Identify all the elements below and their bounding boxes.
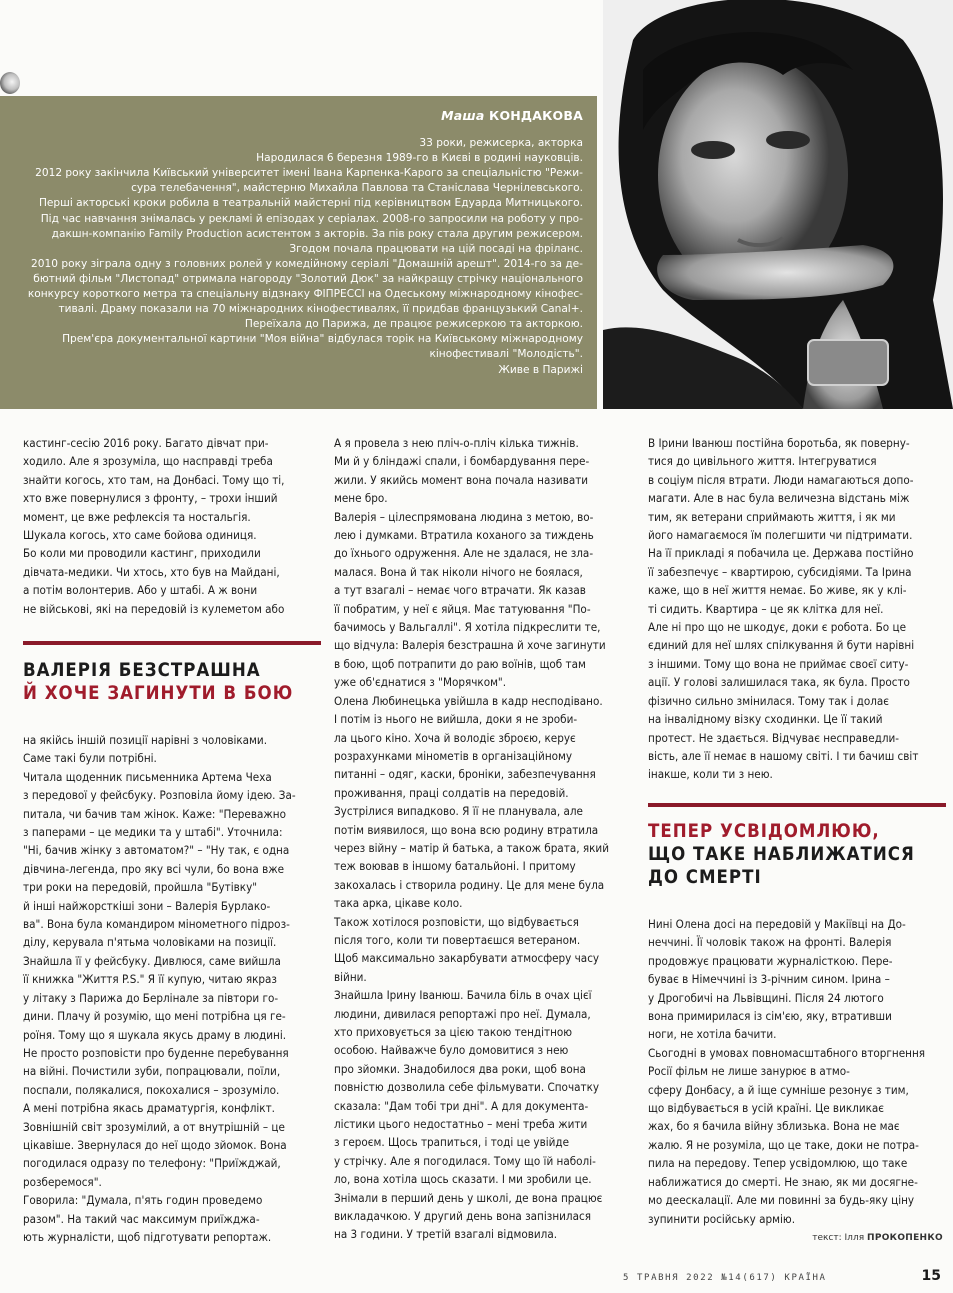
bio-line: тивалі. Драму показали на 70 міжнародних кінофестивалях, її придбав французький Canal+. [58, 303, 583, 316]
text-line: роїня. Тому що я шукала якусь драму в людині. [23, 1027, 287, 1042]
text-line: його намагаємося їм полегшити чи підтримати. [648, 528, 913, 543]
column-3-top [648, 434, 948, 784]
text-line: сферу Донбасу, а й іще сумніше резонує з тим, [648, 1082, 909, 1097]
heading-line-1: ТЕПЕР УСВІДОМЛЮЮ, [648, 821, 880, 842]
bio-line: конкурсу короткого метра та спеціальну відзнаку ФІПРЕССІ на Одеському міжнародному кінофес- [27, 288, 583, 301]
section-heading-2 [648, 803, 946, 889]
binder-hole [0, 72, 20, 94]
text-line: жалю. Я не розуміла, що це таке, доки не потра- [648, 1137, 919, 1152]
text-line: Шукала когось, хто саме бойова одиниця. [23, 528, 257, 543]
text-line: Читала щоденник письменника Артема Чеха [23, 769, 272, 784]
text-line: неччині. Її чоловік також на фронті. Валерія [648, 935, 892, 950]
text-line: Не просто розповісти про буденне перебування [23, 1045, 289, 1060]
bio-line: Прем'єра документальної картини "Моя війна" відбулася торік на Київському міжнародному [62, 333, 583, 346]
text-line: поспали, полякалися, покохалися – зрозуміло. [23, 1082, 280, 1097]
text-line: її книжка "Життя P.S." Я її купую, читаю якраз [23, 972, 277, 987]
text-line: сказала: "Дам тобі три дні". А для документа- [334, 1098, 589, 1113]
text-line: Але ні про що не шкодує, доки є робота. Бо це [648, 620, 907, 635]
text-line: Зустрілися випадково. Я її не планувала, але [334, 804, 583, 819]
text-line: буває в Німеччині із 3-річним сином. Ірина – [648, 972, 890, 987]
page-number: 15 [921, 1268, 941, 1284]
text-line: магати. Але в нас була величезна відстань між [648, 491, 910, 506]
text-line: в соціум після втрати. Люди намагаються допо- [648, 472, 914, 487]
text-line: дівчата-медики. Чи хтось, хто був на Майдані, [23, 564, 280, 579]
text-line: Бо коли ми проводили кастинг, приходили [23, 546, 261, 561]
bio-line: 2012 року закінчила Київський університет імені Івана Карпенка-Карого за спеціальністю "Режи- [35, 167, 583, 180]
text-line: малася. Вона й так ніколи нічого не боялася, [334, 564, 583, 579]
text-line: після того, коли ти повертаєшся ветераном. [334, 932, 581, 947]
text-line: ноги, не хотіла бачити. [648, 1027, 777, 1042]
heading-text [23, 659, 321, 705]
text-line: на 3 години. У третій взагалі відмовила. [334, 1227, 558, 1242]
text-line: "Ні, бачив жінку з автоматом?" – "Ну так, є одна [23, 843, 290, 858]
heading-text [648, 820, 946, 889]
text-line: Знімали в перший день у школі, де вона працює [334, 1190, 603, 1205]
text-line: ходило. Але я зрозуміла, що насправді треба [23, 454, 273, 469]
text-line: жах, бо я бачила війну зблизька. Вона не має [648, 1119, 900, 1134]
bio-line: бютний фільм "Листопад" отримала нагороду "Золотий Дюк" за найкращу стрічку національного [33, 272, 583, 285]
text-line: лею і думками. Втратила коханого за тиждень [334, 528, 594, 543]
text-line: її забезпечує – квартирою, субсидіями. Та Ірина [648, 564, 912, 579]
bio-line: Під час навчання знімалась у рекламі й епізодах у серіалах. 2008-го запросили на роботу у про- [40, 212, 583, 225]
text-line: з передової у фейсбуку. Розповіла йому ідею. За- [23, 788, 296, 803]
text-line: цікавіше. Звернулася до неї щодо зйомок. Вона [23, 1137, 287, 1152]
text-line: Саме такі були потрібні. [23, 751, 157, 766]
text-line: продовжує працювати журналісткою. Пере- [648, 953, 893, 968]
text-line: вона примирилася із сім'єю, яку, втративши [648, 1009, 892, 1024]
text-line: з іншими. Тому що вона не приймає своєї ситу- [648, 656, 909, 671]
text-line: ті сидить. Квартира – це як клітка для неї. [648, 601, 884, 616]
portrait-image [603, 0, 953, 409]
text-line: хто вже повернулися з фронту, – трохи інший [23, 491, 278, 506]
bio-box [0, 96, 597, 409]
text-line: людини, дивилася репортажі про неї. Думала, [334, 1006, 591, 1021]
text-line: ва". Вона була командиром мінометного підроз- [23, 917, 290, 932]
text-line: Також хотілося розповісти, що відбувається [334, 914, 579, 929]
text-line: й інші найжорсткіші зони – Валерія Бурлако- [23, 898, 271, 913]
text-line: ділу, керувала п'ятьма чоловіками на позиції. [23, 935, 277, 950]
text-line: разом". На такий час максимум приїжджа- [23, 1211, 260, 1226]
text-line: потім виявилося, що вона всю родину втратила [334, 822, 599, 837]
text-line: ло, вона хотіла щось сказати. І ми зробили це. [334, 1172, 592, 1187]
text-line: дини. Плачу й розумію, що мені потрібна ця ге- [23, 1009, 286, 1024]
text-line: Росії фільм не лише занурює в атмо- [648, 1064, 850, 1079]
text-line: Валерія – цілеспрямована людина з метою, во- [334, 509, 594, 524]
text-line: а тут взагалі – немає чого втрачати. Як казав [334, 583, 586, 598]
text-line: у Дрогобичі на Львівщині. Після 24 лютого [648, 990, 884, 1005]
text-line: проживання, праці солдатів на передовій. [334, 785, 569, 800]
text-line: момент, це вже рефлексія та ностальгія. [23, 509, 251, 524]
text-line: дівчина-легенда, про яку всі чули, бо вона вже [23, 861, 285, 876]
credit-label: текст: [812, 1233, 842, 1243]
text-line: що відчула: Валерія безстрашна й хоче загинути [334, 638, 606, 653]
bio-line: Народилася 6 березня 1989-го в Києві в родині науковців. [256, 152, 583, 165]
text-line: а потім волонтерив. Або у штабі. А ж вони [23, 583, 258, 598]
text-line: вість, але її немає в нашому світі. І ти бачиш світ [648, 748, 919, 763]
portrait-photo [603, 0, 953, 409]
text-line: на війні. Почистили зуби, попрацювали, поїли, [23, 1064, 281, 1079]
bio-line: Перші акторські кроки робила в театральній майстерні під керівництвом Едуарда Митницького. [38, 197, 583, 210]
text-line: жили. У якийсь момент вона почала називати [334, 472, 589, 487]
text-line: уже об'єднатися з "Морячком". [334, 675, 507, 690]
text-line: закохалась і створила родину. Це для мене була [334, 877, 605, 892]
text-line: Говорила: "Думала, п'ять годин проведемо [23, 1193, 263, 1208]
column-1-bottom [23, 731, 323, 1246]
bio-last-name: КОНДАКОВА [489, 108, 583, 123]
text-line: ації. У голові залишилася така, як була. Просто [648, 675, 910, 690]
text-line: знайти когось, хто там, на Донбасі. Тому що ті, [23, 472, 285, 487]
column-2 [334, 434, 634, 1244]
text-line: В Ірини Іванюш постійна боротьба, як поверну- [648, 436, 910, 450]
bio-first-name: Маша [441, 108, 485, 123]
credit-author-last: ПРОКОПЕНКО [866, 1233, 943, 1243]
text-line: протест. Не здається. Відчуває несправедли- [648, 730, 900, 745]
bio-line: Згодом почала працювати на цій посаді на фріланс. [289, 242, 583, 255]
text-line: з героєм. Щось трапиться, і тоді це увійде [334, 1135, 570, 1150]
text-line: Щоб максимально закарбувати атмосферу часу [334, 951, 600, 966]
bio-line: дакшн-компанію Family Production асистентом з акторів. За пів року стала другим режисером. [51, 227, 583, 240]
text-line: викладачкою. У другий день вона запізнилася [334, 1209, 591, 1224]
text-line: тим, як ветерани сприймають життя, і як ми [648, 509, 896, 524]
text-line: Знайшла Ірину Іванюш. Бачила біль в очах цієї [334, 988, 592, 1003]
text-line: повністю дозволила себе фільмувати. Спочатку [334, 1080, 600, 1095]
text-line: у літаку з Парижа до Берлінале за півтори го- [23, 990, 279, 1005]
text-line: мо деескалації. Але ми повинні за будь-яку ціну [648, 1193, 915, 1208]
text-line: ють журналісти, щоб підготувати репортаж. [23, 1229, 272, 1244]
text-line: мене бро. [334, 491, 388, 506]
heading-rule [648, 803, 946, 807]
text-line: її побратим, у неї є яйця. Має татуювання "По- [334, 601, 591, 616]
text-line: теж воював в іншому батальйоні. І притому [334, 859, 576, 874]
text-line: з паперами – це медики та у штабі". Уточнила: [23, 825, 283, 840]
text-line: до їхнього одруження. Але не здалася, не зла- [334, 546, 594, 561]
bio-line: 33 роки, режисерка, акторка [419, 137, 583, 150]
text-line: через війну – матір й батька, а також брата, який [334, 840, 609, 855]
text-line: на якійсь іншій позиції нарівні з чоловіками. [23, 733, 268, 747]
text-line: наближатися до смерті. Не знаю, як ми досягне- [648, 1174, 918, 1189]
credit-author-first: Ілля [844, 1233, 865, 1243]
text-line: інакше, коли ти з нею. [648, 767, 773, 782]
text-line: така арка, цікаве коло. [334, 896, 463, 911]
text-line: що відбувається в усій країні. Це викликає [648, 1101, 885, 1116]
text-line: Олена Любинецька увійшла в кадр несподівано. [334, 693, 603, 708]
bio-name [10, 108, 583, 123]
text-line: три роки на передовій, пройшла "Бутівку" [23, 880, 258, 895]
text-line: питанні – одяг, каски, броніки, забезпечування [334, 767, 596, 782]
text-line: На її прикладі я побачила це. Держава постійно [648, 546, 914, 561]
text-line: не військові, які на передовій із кулеметом або [23, 601, 285, 616]
text-line: Нині Олена досі на передовій у Макіївці на До- [648, 917, 906, 931]
text-line: лістики цього недостатньо – мені треба жити [334, 1117, 588, 1132]
heading-line-3: ДО СМЕРТІ [648, 867, 762, 888]
text-line: кастинг-сесію 2016 року. Багато дівчат при- [23, 436, 269, 450]
bio-line: сура телебачення", майстерню Михайла Павлова та Станіслава Чернілевського. [131, 182, 583, 195]
column-1-top [23, 434, 323, 618]
bio-line: Переїхала до Парижа, де працює режисеркою та акторкою. [244, 318, 583, 331]
text-line: А мені потрібна якась драматургія, конфлікт. [23, 1101, 275, 1116]
heading-line-1: ВАЛЕРІЯ БЕЗСТРАШНА [23, 660, 261, 681]
text-line: Зовнішній світ зрозумілий, а от внутрішній – це [23, 1119, 285, 1134]
text-line: в бою, щоб потрапити до раю воїнів, щоб там [334, 656, 586, 671]
text-line: особою. Найважче було домовитися з нею [334, 1043, 569, 1058]
text-line: хто приховується за цією такою тендітною [334, 1025, 573, 1039]
text-line: бачимось у Вальгаллі". Я хотіла підкреслити те, [334, 620, 601, 635]
text-line: тися до цивільного життя. Інтегруватися [648, 454, 877, 469]
text-line: Знайшла її у фейсбуку. Дивлюся, саме вийшла [23, 953, 281, 968]
bio-text [10, 136, 583, 378]
text-line: пила на передову. Тепер усвідомлюю, що таке [648, 1156, 908, 1171]
section-heading-1 [23, 641, 321, 705]
text-line: війни. [334, 969, 367, 984]
heading-line-2: Й ХОЧЕ ЗАГИНУТИ В БОЮ [23, 683, 294, 704]
bio-line: 2010 року зіграла одну з головних ролей у комедійному серіалі "Домашній арешт". 2014-го за де- [31, 257, 583, 270]
text-line: про зйомки. Знадобилося два роки, щоб вона [334, 1061, 586, 1076]
issue-footer: 5 ТРАВНЯ 2022 №14(617) КРАЇНА [623, 1273, 827, 1283]
bio-line: Живе в Парижі [498, 363, 583, 376]
text-line: питала, чи бачив там жінок. Каже: "Переважно [23, 806, 286, 821]
text-line: погодилася одразу по телефону: "Приїжджай, [23, 1156, 281, 1171]
text-line: у стрічку. Але я погодилася. Тому що їй наболі- [334, 1153, 596, 1168]
text-line: Сьогодні в умовах повномасштабного вторгнення [648, 1045, 926, 1060]
heading-rule [23, 641, 321, 645]
text-line: єдиний для неї шлях спілкування й бути нарівні [648, 638, 915, 653]
text-line: розрахунками мінометів в організаційному [334, 748, 573, 763]
text-line: зупинити російську армію. [648, 1211, 796, 1226]
text-line: фізично сильно змінилася. Тому так і долає [648, 693, 890, 708]
column-3-bottom [648, 915, 948, 1228]
text-line: каже, що в неї життя немає. Бо живе, як у клі- [648, 583, 907, 598]
text-line: І потім із нього не вийшла, доки я не зроби- [334, 712, 578, 727]
heading-line-2: ЩО ТАКЕ НАБЛИЖАТИСЯ [648, 844, 915, 865]
bio-line: кінофестивалі "Молодість". [429, 348, 583, 361]
text-line: Ми й у бліндажі спали, і бомбардування пере- [334, 454, 590, 469]
text-line: на інвалідному візку сходинки. Це її такий [648, 712, 883, 727]
text-line: А я провела з нею пліч-о-пліч кілька тижнів. [334, 436, 579, 450]
author-credit [812, 1233, 943, 1243]
text-line: розберемося". [23, 1174, 102, 1189]
text-line: ла цього кіно. Хоча й володіє зброєю, керує [334, 730, 576, 745]
